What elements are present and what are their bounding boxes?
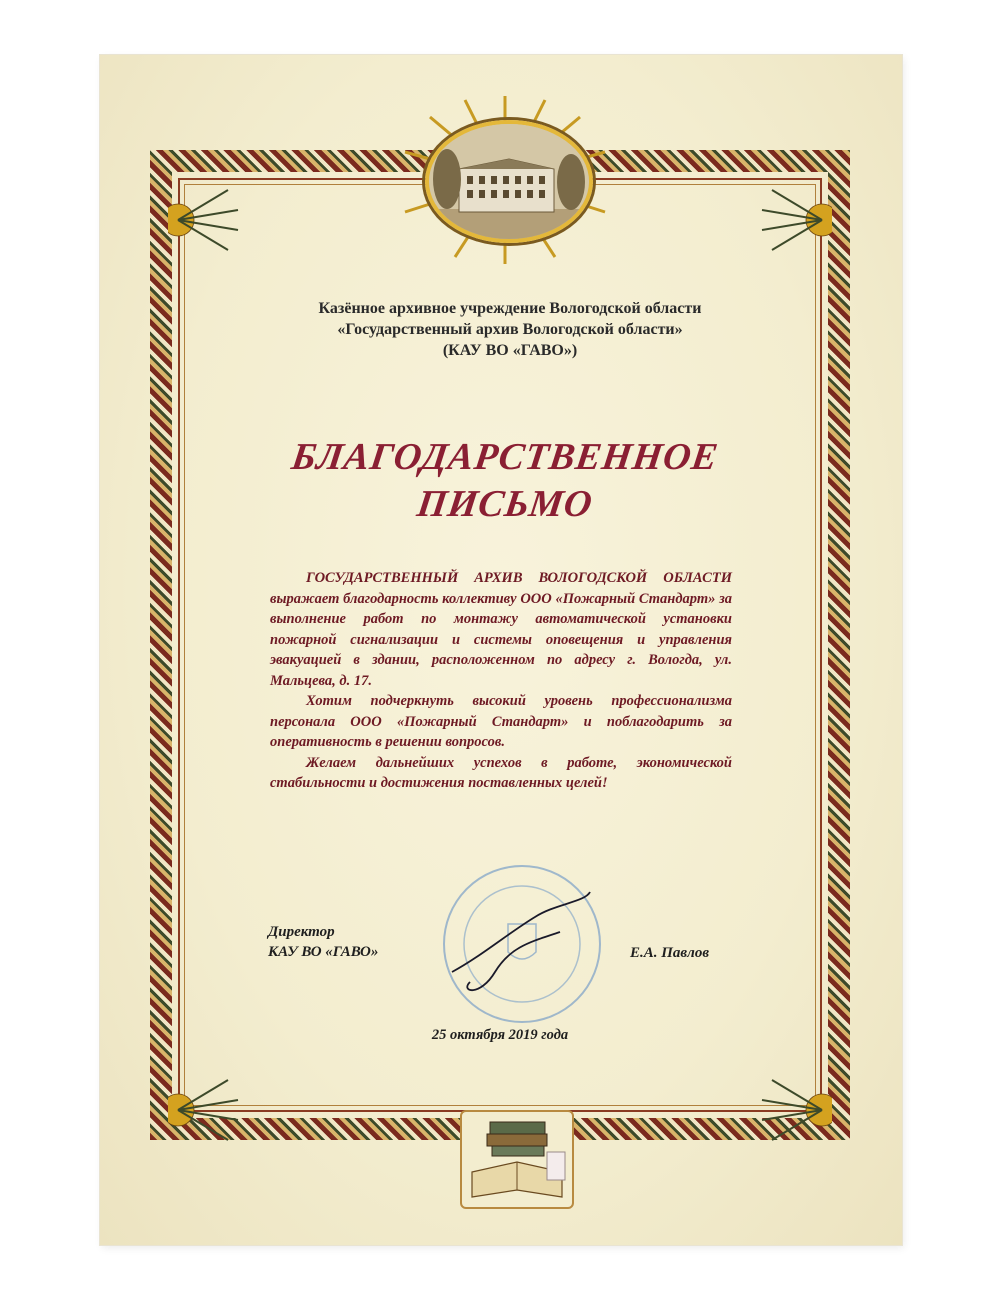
corner-sun-bottom-left-icon: [168, 1070, 248, 1150]
body-paragraph-2: Хотим подчеркнуть высокий уровень профессионализма персонала ООО «Пожарный Стандарт» и поблагодарить за оперативность в решении вопросов.: [270, 693, 732, 750]
body-paragraph-3: Желаем дальнейших успехов в работе, экономической стабильности и достижения поставленных целей!: [270, 754, 732, 791]
corner-sun-top-left-icon: [168, 180, 248, 260]
corner-sun-bottom-right-icon: [752, 1070, 832, 1150]
organization-line-3: (КАУ ВО «ГАВО»): [442, 342, 578, 359]
signatory-position: [268, 922, 378, 962]
document-title-line-1: БЛАГОДАРСТВЕННОЕ: [288, 436, 722, 478]
round-official-seal-icon: [440, 862, 605, 1027]
corner-sun-top-right-icon: [752, 180, 832, 260]
books-and-papers-emblem-icon: [460, 1110, 574, 1209]
organization-header: [200, 298, 820, 361]
document-title-line-2: ПИСЬМО: [414, 483, 596, 525]
signatory-position-line-2: КАУ ВО «ГАВО»: [268, 944, 379, 960]
signatory-name: Е.А. Павлов: [630, 945, 710, 961]
organization-line-2: «Государственный архив Вологодской области»: [337, 321, 683, 338]
signatory-position-line-1: Директор: [268, 924, 335, 940]
archive-building-medallion-icon: [425, 120, 593, 243]
letter-body: [270, 568, 732, 794]
organization-line-1: Казённое архивное учреждение Вологодской области: [318, 300, 702, 317]
body-paragraph-1: ГОСУДАРСТВЕННЫЙ АРХИВ ВОЛОГОДСКОЙ ОБЛАСТИ выражает благодарность коллективу ООО «Пожарный Стандарт» за выполнение работ по монтажу автоматической установки пожарной сигнализации и системы оповещения и управления эвакуацией в здании, расположенном по адресу г. Вологда, ул. Мальцева, д. 17.: [270, 570, 732, 689]
document-date: 25 октября 2019 года: [431, 1027, 569, 1043]
